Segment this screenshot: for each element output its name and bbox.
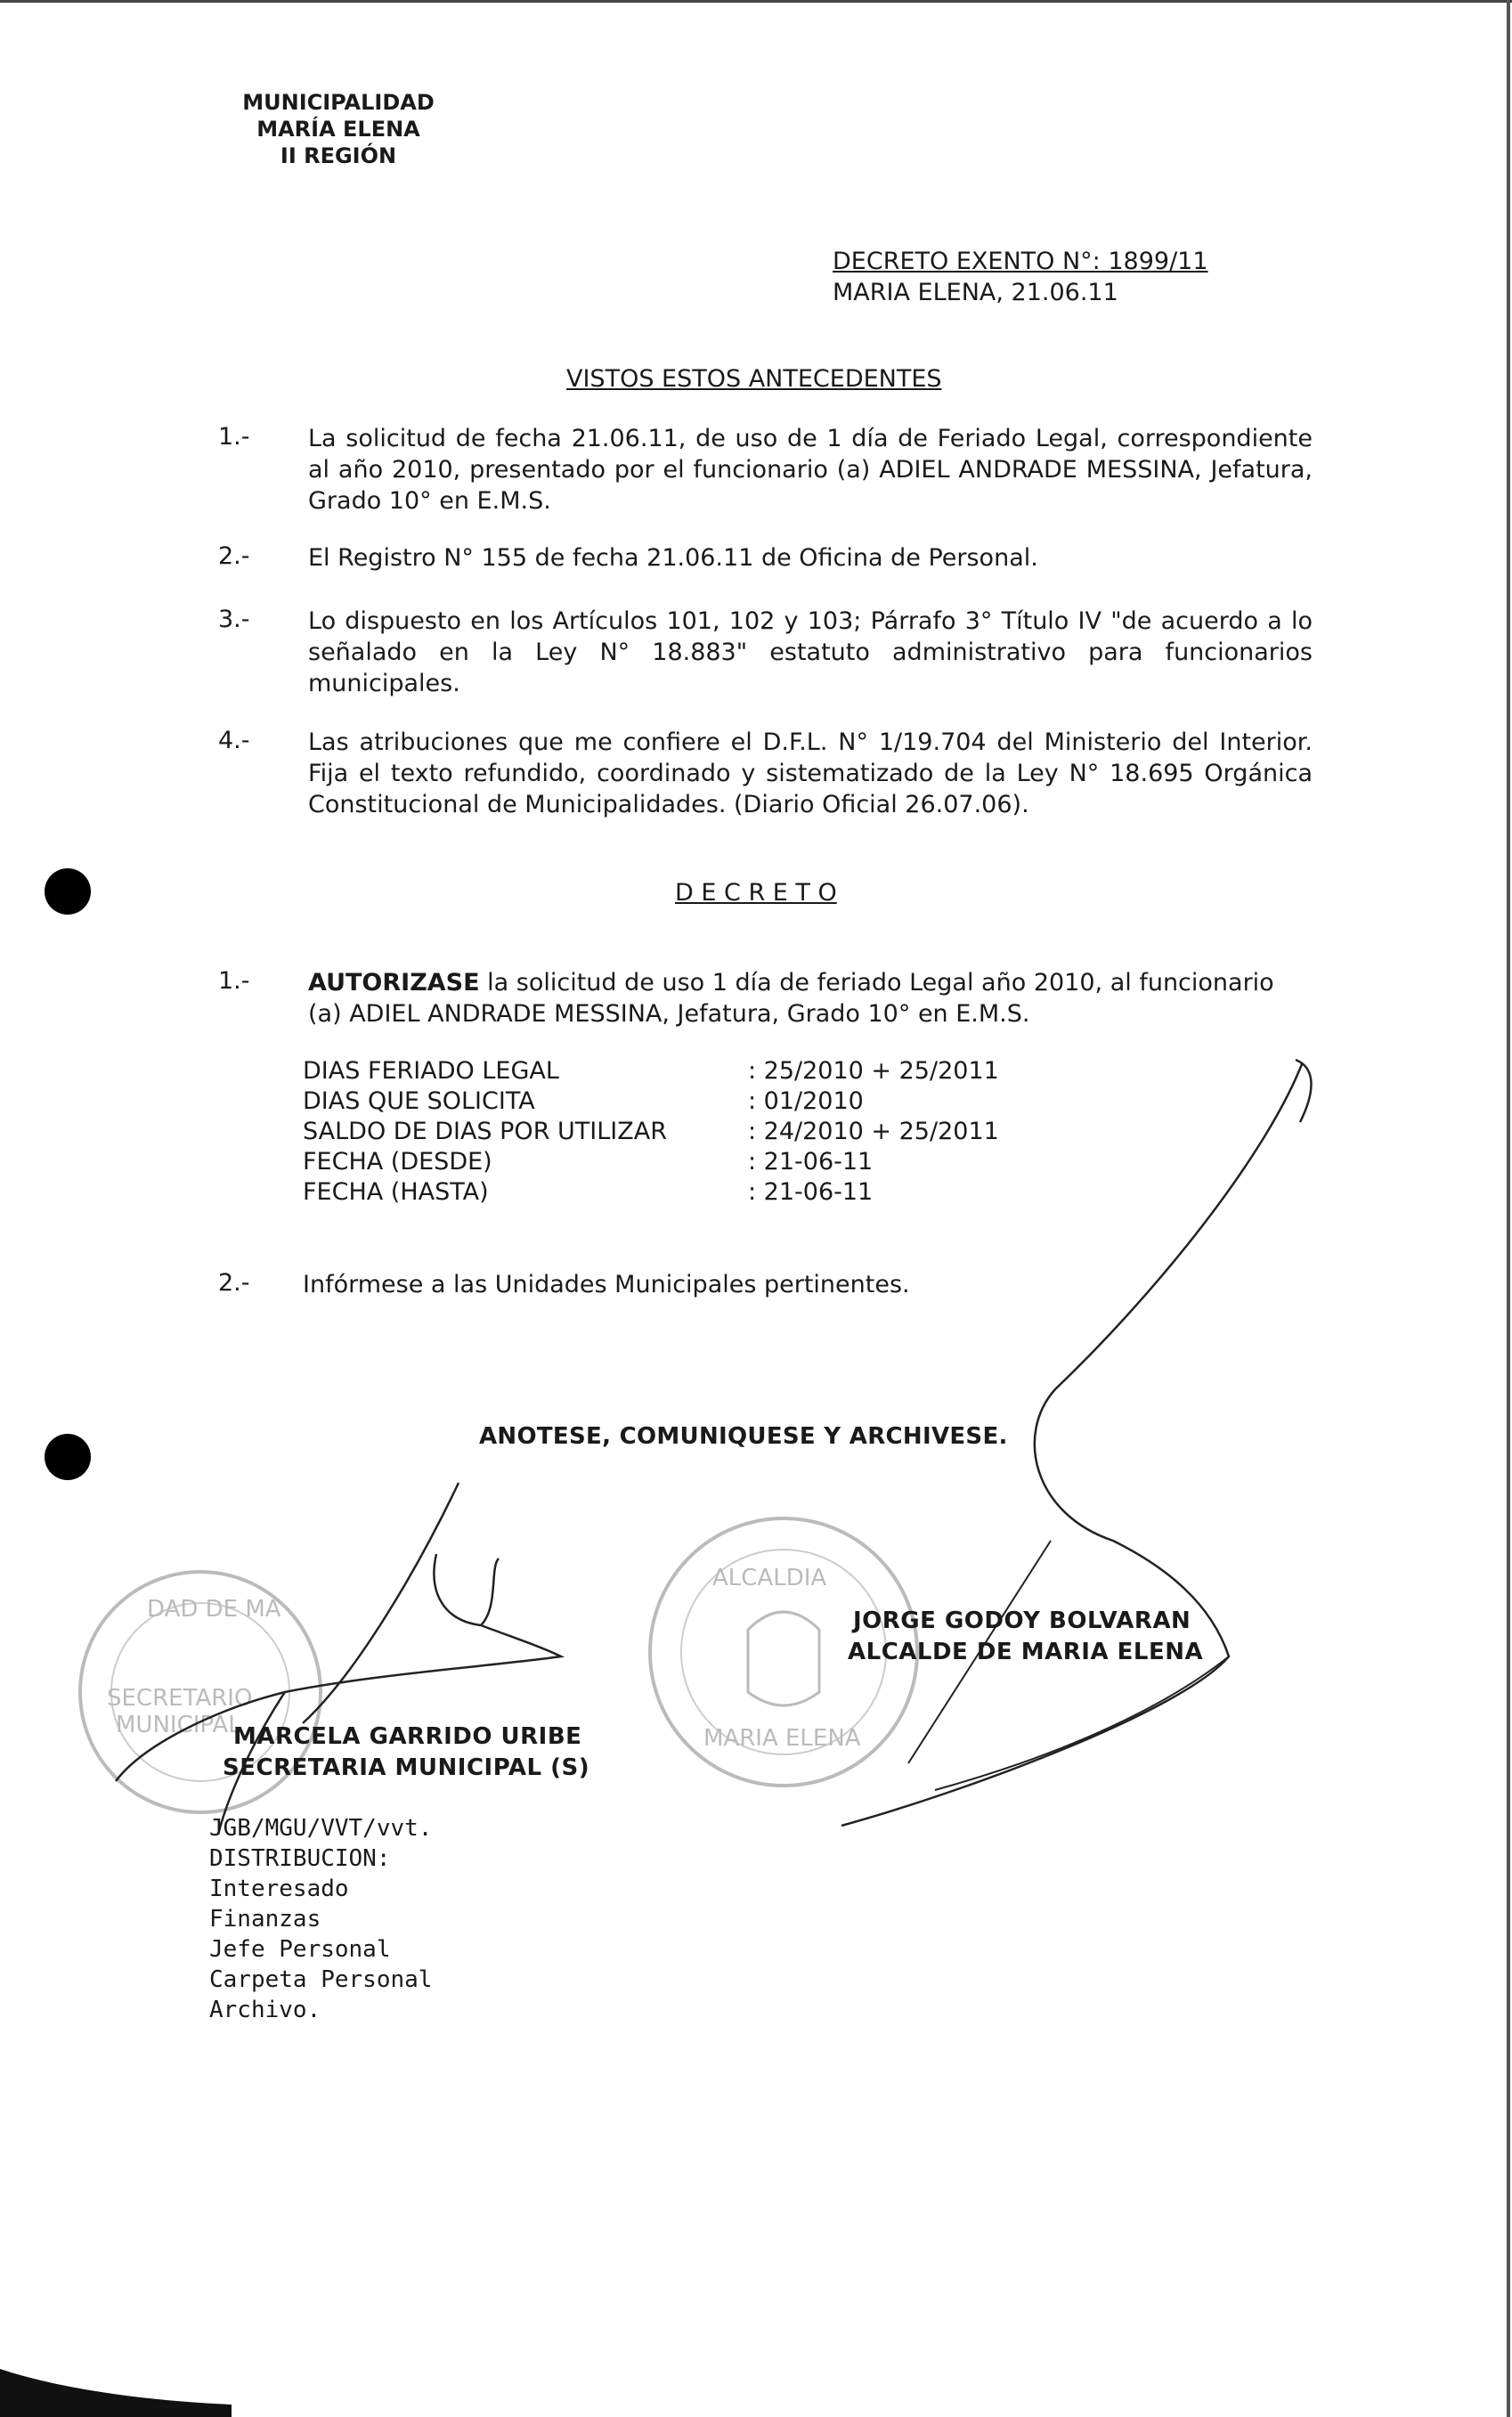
scan-edge-artifact xyxy=(0,2315,232,2417)
table-value: : 21-06-11 xyxy=(748,1148,874,1176)
mayor-signature-loop xyxy=(841,1064,1302,1826)
scan-top-border xyxy=(0,0,1512,3)
vistos-item-2-num: 2.- xyxy=(218,542,250,570)
header-line-3: II REGIÓN xyxy=(280,143,397,168)
stamp-left-mid2: MUNICIPAL xyxy=(116,1712,241,1738)
decree-place-date: MARIA ELENA, 21.06.11 xyxy=(833,279,1118,306)
table-label: DIAS FERIADO LEGAL xyxy=(303,1057,559,1085)
table-value: : 25/2010 + 25/2011 xyxy=(748,1057,999,1085)
table-label: DIAS QUE SOLICITA xyxy=(303,1087,535,1115)
header-line-1: MUNICIPALIDAD xyxy=(242,90,435,115)
vistos-item-3-text: Lo dispuesto en los Artículos 101, 102 y 103; Párrafo 3° Título IV "de acuerdo a lo señalado en la Ley N° 18.883" estatuto administrativo para funcionarios municipales. xyxy=(308,607,1313,697)
table-value: : 01/2010 xyxy=(748,1087,864,1115)
stamp-left-mid1: SECRETARIO xyxy=(107,1685,253,1712)
scan-right-border xyxy=(1507,0,1510,2417)
table-value: : 24/2010 + 25/2011 xyxy=(748,1118,999,1145)
vistos-title: VISTOS ESTOS ANTECEDENTES xyxy=(566,365,942,393)
decreto-item-1-body: la solicitud de uso 1 día de feriado Legal año 2010, al funcionario (a) ADIEL ANDRADE MESSINA, Jefatura, Grado 10° en E.M.S. xyxy=(308,969,1274,1028)
vistos-item-1-text: La solicitud de fecha 21.06.11, de uso de 1 día de Feriado Legal, correspondiente al año 2010, presentado por el funcionario (a) ADIEL ANDRADE MESSINA, Jefatura, Grado 10° en E.M.S. xyxy=(308,425,1313,515)
table-label: FECHA (DESDE) xyxy=(303,1148,492,1176)
decreto-item-2-text: Infórmese a las Unidades Municipales pertinentes. xyxy=(303,1271,910,1298)
vistos-item-4-num: 4.- xyxy=(218,727,250,754)
punch-hole-bottom xyxy=(45,1434,91,1480)
vistos-item-2-text: El Registro N° 155 de fecha 21.06.11 de Oficina de Personal. xyxy=(308,544,1038,572)
stamp-left-top: DAD DE MA xyxy=(147,1596,281,1623)
mayor-name: JORGE GODOY BOLVARAN xyxy=(853,1607,1191,1634)
stamp-right-top: ALCALDIA xyxy=(712,1565,827,1591)
list-item: Carpeta Personal xyxy=(209,1966,433,1993)
vistos-item-4-text: Las atribuciones que me confiere el D.F.L. N° 1/19.704 del Ministerio del Interior. Fija el texto refundido, coordinado y sistematizado de la Ley N° 18.695 Orgánica Constitucional de Municipalidades. (Diario Oficial 26.07.06). xyxy=(308,728,1313,818)
initials: JGB/MGU/VVT/vvt. xyxy=(209,1815,433,1842)
header-line-2: MARÍA ELENA xyxy=(256,117,420,142)
list-item: Jefe Personal xyxy=(209,1936,391,1963)
decree-number: DECRETO EXENTO N°: 1899/11 MARIA ELENA, 21.06.11 xyxy=(833,248,1208,306)
closing-formula: ANOTESE, COMUNIQUESE Y ARCHIVESE. xyxy=(479,1423,1008,1450)
autorizase-word: AUTORIZASE xyxy=(308,969,480,997)
table-label: FECHA (HASTA) xyxy=(303,1178,489,1206)
punch-hole-top xyxy=(45,868,91,915)
decreto-item-2-num: 2.- xyxy=(218,1269,250,1297)
list-item: Archivo. xyxy=(209,1997,321,2023)
distribution-title: DISTRIBUCION: xyxy=(209,1845,391,1872)
stamp-right-bottom: MARIA ELENA xyxy=(703,1725,861,1752)
distribution-block xyxy=(209,1813,432,2025)
table-label: SALDO DE DIAS POR UTILIZAR xyxy=(303,1118,667,1145)
list-item: Finanzas xyxy=(209,1906,321,1933)
vistos-item-3-num: 3.- xyxy=(218,606,250,633)
secretary-title: SECRETARIA MUNICIPAL (S) xyxy=(223,1754,590,1781)
secretary-name: MARCELA GARRIDO URIBE xyxy=(233,1723,582,1750)
decreto-item-1-num: 1.- xyxy=(218,967,250,995)
list-item: Interesado xyxy=(209,1876,349,1902)
mayor-title: ALCALDE DE MARIA ELENA xyxy=(848,1639,1204,1665)
vistos-item-1-num: 1.- xyxy=(218,423,250,451)
decreto-title: D E C R E T O xyxy=(675,879,837,907)
table-value: : 21-06-11 xyxy=(748,1178,874,1206)
